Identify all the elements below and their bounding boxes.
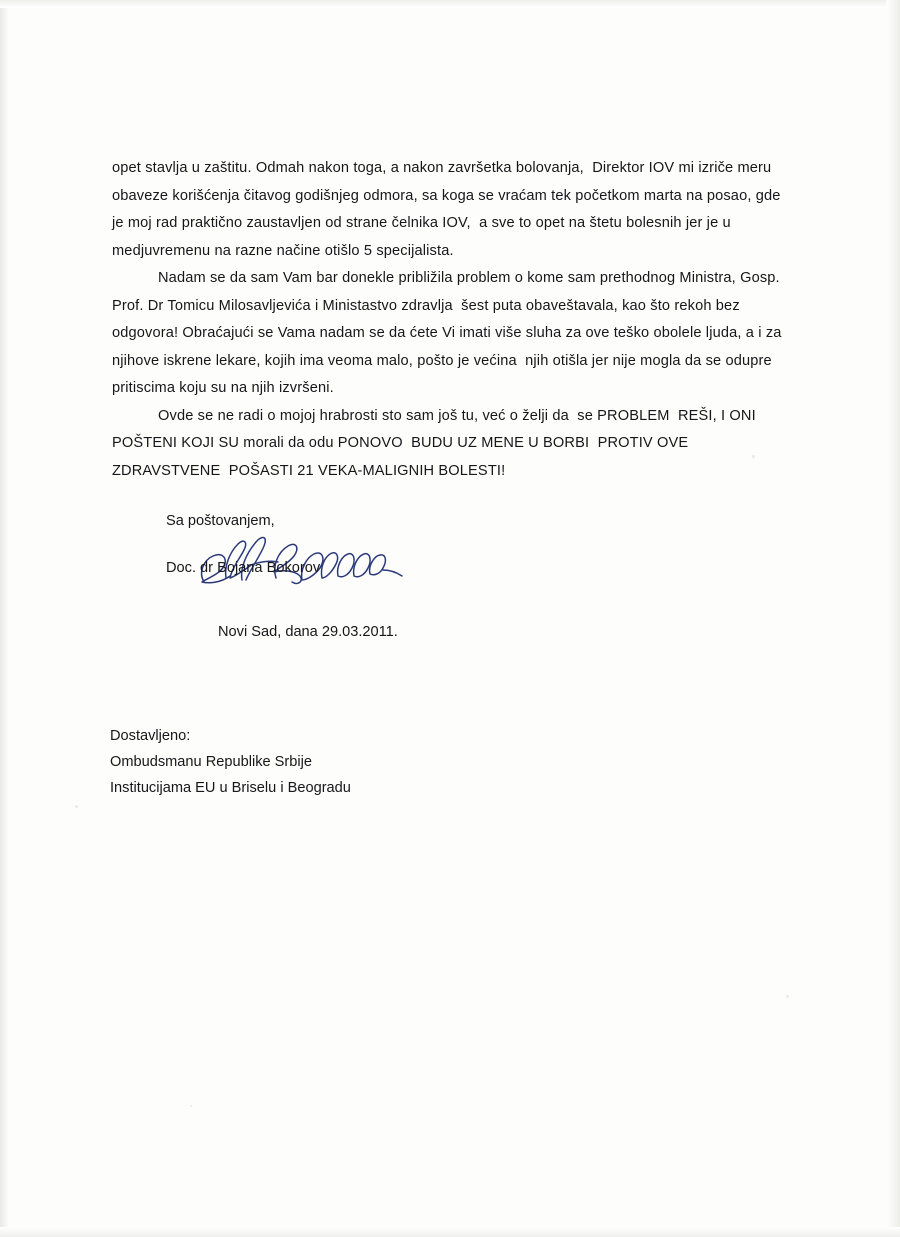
place-and-date: Novi Sad, dana 29.03.2011.	[218, 624, 398, 640]
closing-salutation: Sa poštovanjem,	[166, 513, 275, 529]
paragraph-continuation: opet stavlja u zaštitu. Odmah nakon toga, a nakon završetka bolovanja, Direktor IOV mi izriče meru obaveze korišćenja čitavog godišnjeg odmora, sa koga se vraćam tek početkom marta na posao, gde je moj rad praktično zaustavljen od strane čelnika IOV, a sve to opet na štetu bolesnih jer je u medjuvremenu na razne načine otišlo 5 specijalista.	[112, 160, 785, 259]
scan-edge-right	[886, 0, 900, 1237]
scan-speck	[786, 995, 789, 998]
scan-speck	[190, 1105, 192, 1107]
delivery-recipient: Institucijama EU u Briselu i Beogradu	[110, 780, 351, 796]
signature-block	[166, 534, 782, 608]
closing-block	[166, 509, 782, 645]
paragraph-conclusion: Ovde se ne radi o mojoj hrabrosti sto sam još tu, već o želji da se PROBLEM REŠI, I ONI POŠTENI KOJI SU morali da odu PONOVO BUDU UZ MENE U BORBI PROTIV OVE ZDRAVSTVENE POŠASTI 21 VEKA-MALIGNIH BOLESTI!	[112, 407, 760, 479]
delivery-block	[110, 723, 782, 801]
paragraph-appeal: Nadam se da sam Vam bar donekle približila problem o kome sam prethodnog Ministra, Gosp. Prof. Dr Tomicu Milosavljevića i Ministastvo zdravlja šest puta obaveštavala, kao što rekoh bez odgovora! Obraćajući se Vama nadam se da ćete Vi imati više sluha za ove teško obolele ljuda, a i za njihove iskrene lekare, kojih ima veoma malo, pošto je većina njih otišla jer nije mogla da se odupre pritiscima koju su na njih izvršeni.	[112, 270, 786, 396]
scan-edge-left	[0, 0, 10, 1237]
delivery-recipient: Ombudsmanu Republike Srbije	[110, 754, 312, 770]
letter-body	[110, 155, 786, 801]
scan-speck	[75, 805, 78, 808]
scan-edge-top	[0, 0, 900, 8]
scan-edge-bottom	[0, 1227, 900, 1237]
signature-name: Doc. dr Bojana Bokorov	[166, 560, 321, 576]
delivery-heading: Dostavljeno:	[110, 728, 191, 744]
